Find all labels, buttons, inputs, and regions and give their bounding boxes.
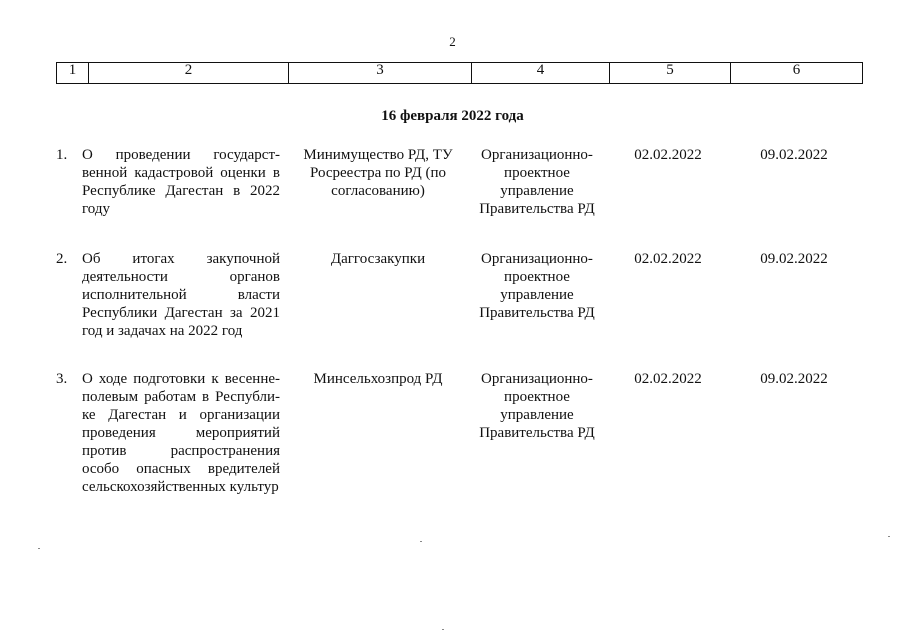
row-date-submit: 02.02.2022 [634,371,702,387]
row-organizer: Организационно-проектное управление Правительства РД [479,147,595,217]
row-number: 1. [56,147,68,163]
column-number-4: 4 [472,63,610,84]
page-number: 2 [449,34,456,49]
row-organizer: Организационно-проектное управление Правительства РД [479,371,595,441]
scan-speck [442,629,444,630]
scan-speck [38,548,40,549]
row-responsible: Минимущество РД, ТУ Росреестра по РД (по согласованию) [303,147,453,199]
row-number: 2. [56,251,68,267]
row-date-submit: 02.02.2022 [634,251,702,267]
scan-speck [888,536,890,537]
row-title: О ходе подготовки к весенне-полевым работам в Республи-ке Дагестан и организации проведения мероприятий против распространения особо опасных вредителей сельскохозяйственных культур [82,371,280,495]
date-heading: 16 февраля 2022 года [381,108,524,124]
row-date-review: 09.02.2022 [760,147,828,163]
row-responsible: Минсельхозпрод РД [313,371,443,387]
column-number-header [56,62,863,84]
row-date-review: 09.02.2022 [760,251,828,267]
row-responsible: Даггосзакупки [330,251,426,267]
row-title: Об итогах закупочной деятельности органов исполнительной власти Республики Дагестан за 2021 год и задачах на 2022 год [82,251,280,339]
row-date-submit: 02.02.2022 [634,147,702,163]
row-number: 3. [56,371,68,387]
column-number-3: 3 [289,63,472,84]
scan-speck [420,541,422,542]
row-organizer: Организационно-проектное управление Правительства РД [479,251,595,321]
column-number-1: 1 [57,63,89,84]
row-date-review: 09.02.2022 [760,371,828,387]
column-number-2: 2 [89,63,289,84]
row-title: О проведении государст-венной кадастровой оценки в Республике Дагестан в 2022 году [82,147,280,217]
column-number-6: 6 [731,63,863,84]
column-number-5: 5 [610,63,731,84]
